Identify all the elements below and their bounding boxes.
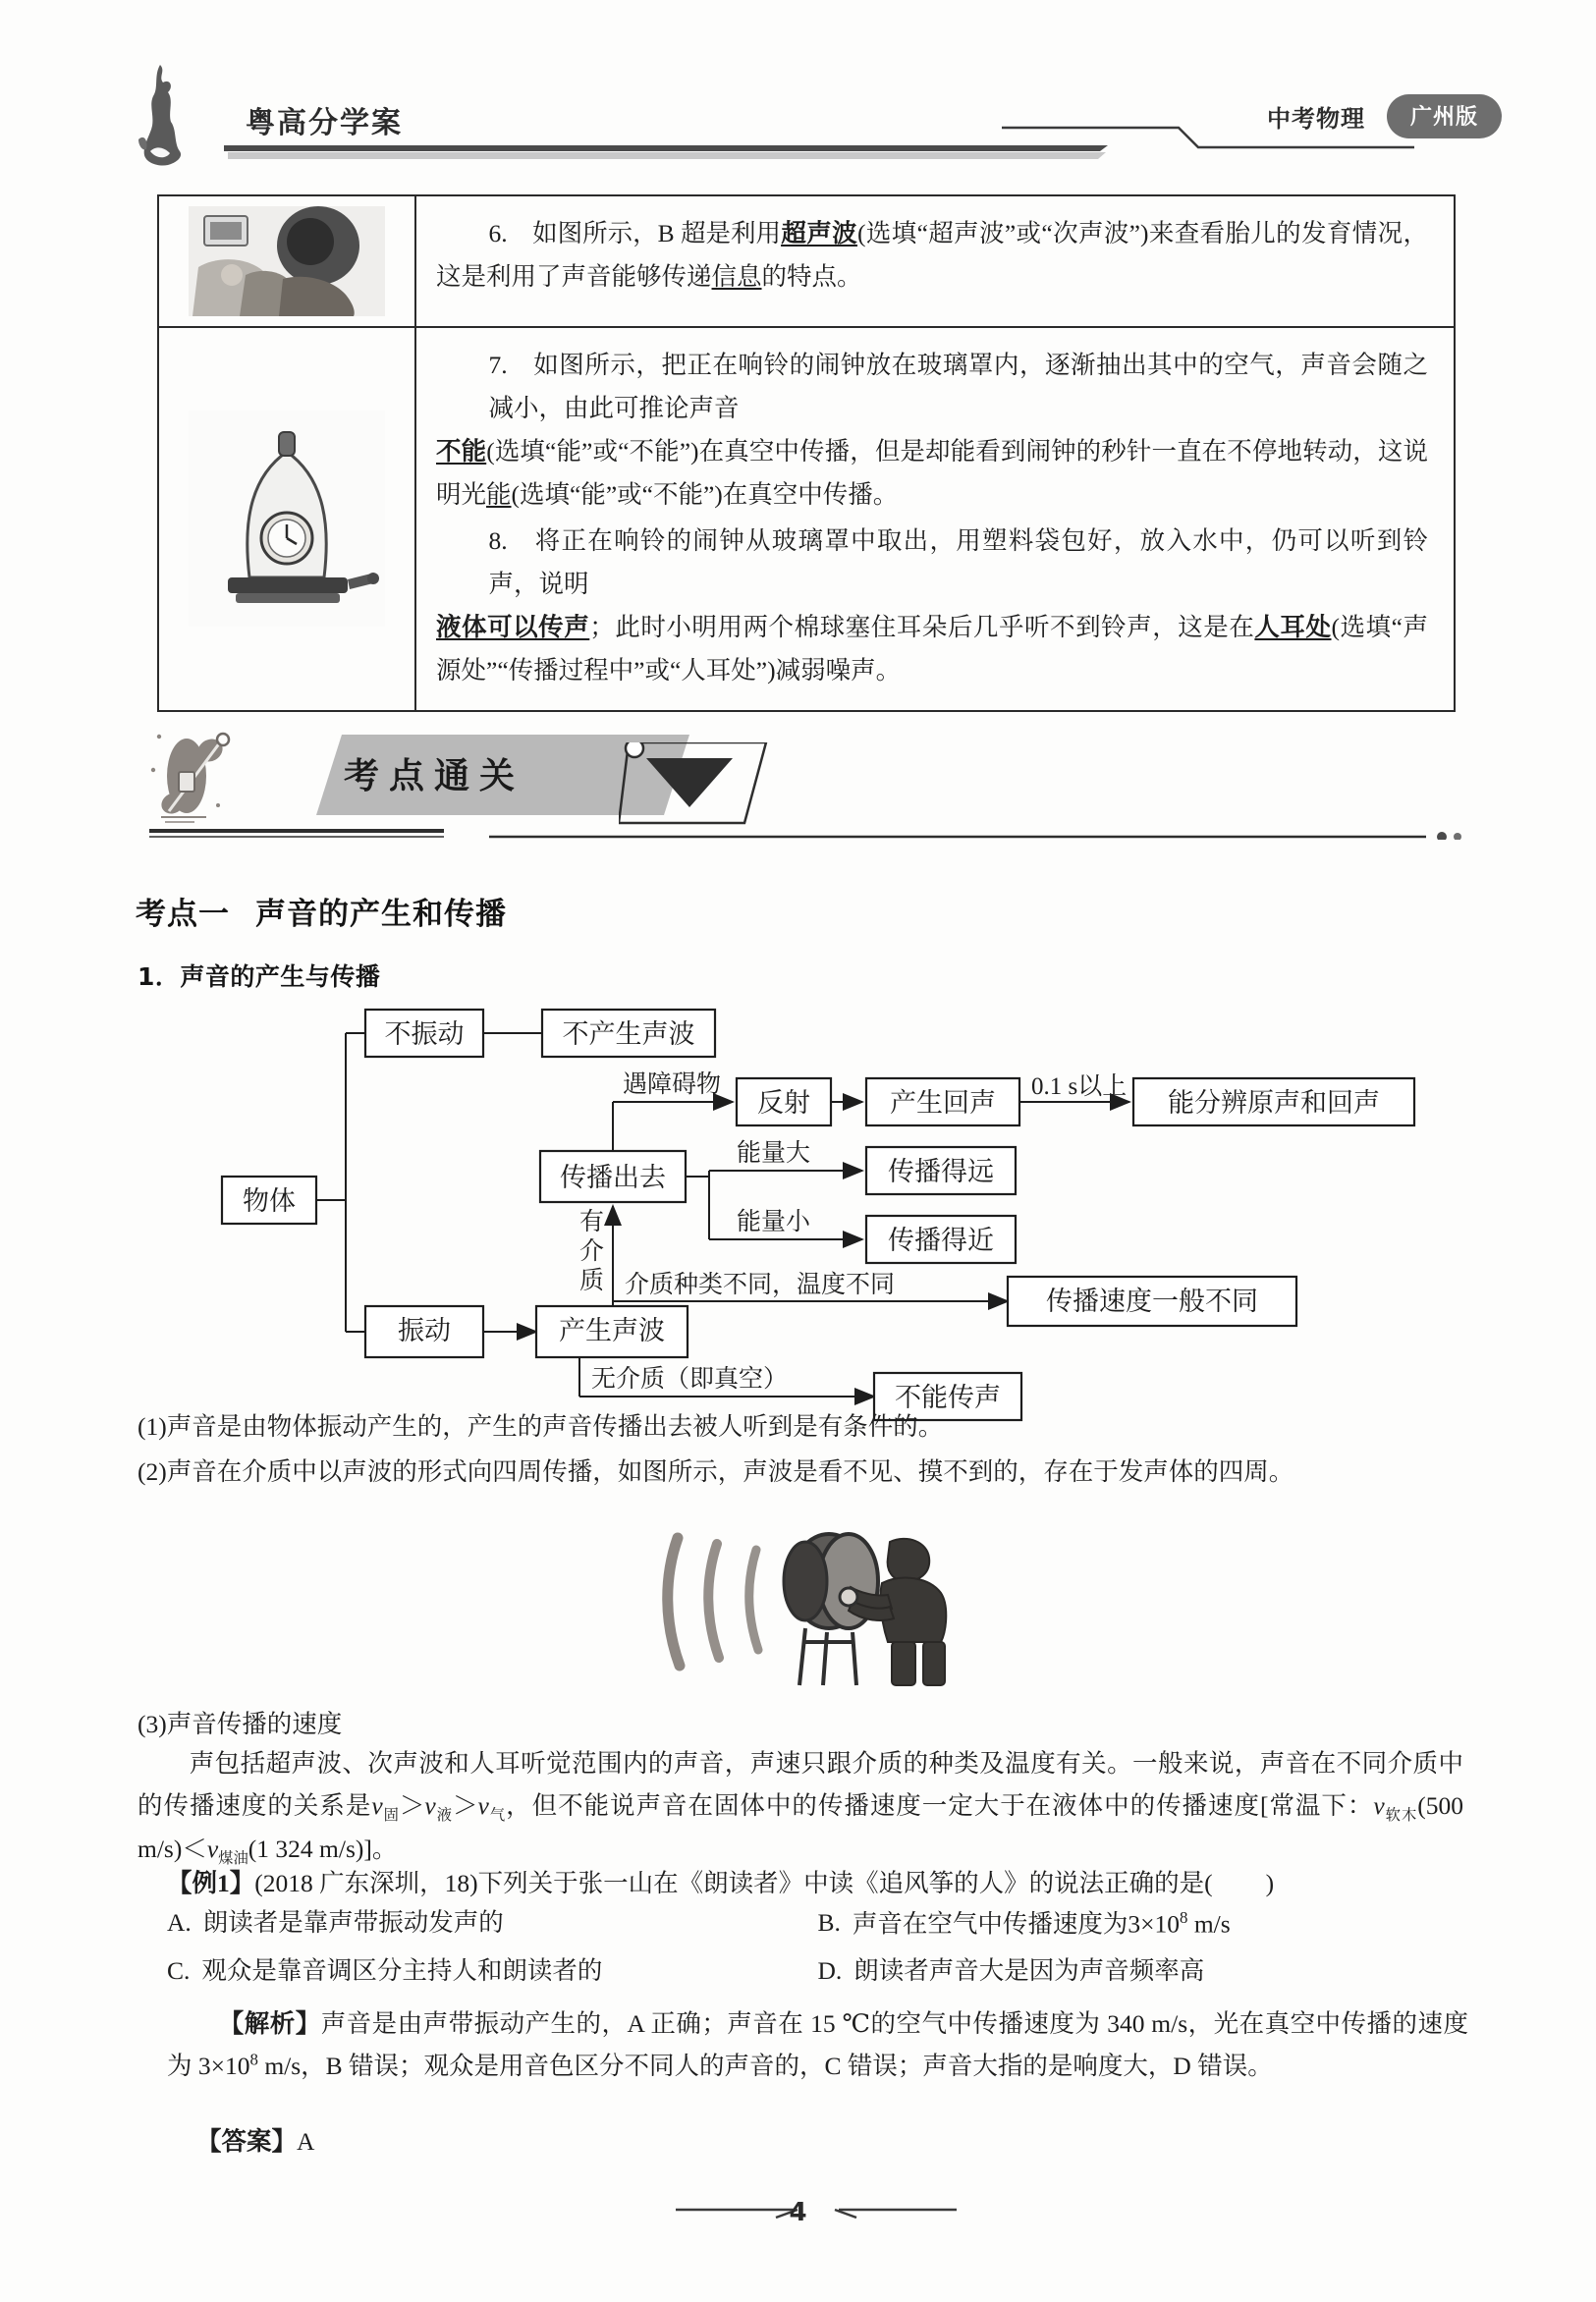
body-paragraph-1: (1)声音是由物体振动产生的，产生的声音传播出去被人听到是有条件的。 [138,1412,944,1441]
option-b-text [853,1910,1231,1937]
edition-badge: 广州版 [1387,94,1502,138]
option-b-exponent: 8 [1180,1908,1188,1927]
svg-text:无介质（即真空）: 无介质（即真空） [591,1366,789,1393]
sub-heading: 1．声音的产生与传播 [138,962,381,991]
page-title [136,889,507,933]
analysis-tag: 【解析】 [218,2009,321,2038]
page-header [0,0,1596,177]
option-b-post: m/s [1187,1909,1231,1939]
speed-text-c: (500 m/s)＜ [138,1790,1463,1863]
gt2: ＞ [453,1790,478,1820]
example-source: (2018 广东深圳，18) [254,1869,478,1897]
body-paragraph-3: (3)声音传播的速度 [138,1710,343,1738]
example-question [167,1863,1468,1905]
example-tag: 【例1】 [167,1869,255,1897]
q6-part2: (选填“超声波”或“次声波”)来查看胎儿的发育情况，这是利用了声音能够传递 [436,219,1428,291]
option-b-pre: 声音在空气中传播速度为3×10 [852,1909,1181,1939]
question-6-text [436,212,1428,299]
svg-text:不振动: 不振动 [384,1019,465,1049]
option-b[interactable] [818,1910,1469,1937]
v-liquid: v [424,1790,436,1820]
header-swoosh [1002,118,1414,157]
body-paragraph-2: (2)声音在介质中以声波的形式向四周传播，如图所示，声波是看不见、摸不到的，存在于发声体的四周。 [138,1457,1294,1486]
v-cork-sub: 软木 [1384,1806,1418,1824]
q8-part3: (选填“声源处”“传播过程中”或“人耳处”)减弱噪声。 [436,613,1428,685]
question-6-body [416,196,1454,326]
svg-text:传播得远: 传播得远 [888,1157,994,1186]
svg-text:0.1 s以上: 0.1 s以上 [1031,1073,1128,1100]
v-cork: v [1373,1790,1385,1820]
q8-answer1: 液体可以传声 [436,613,590,642]
option-b-label: B. [817,1908,841,1937]
option-d[interactable] [818,1958,1469,1984]
option-c[interactable] [167,1958,818,1984]
svg-text:产生声波: 产生声波 [559,1316,665,1345]
option-a-label: A. [167,1908,192,1937]
q7-answer1: 不能 [436,436,487,466]
v-liquid-sub: 液 [435,1806,454,1824]
option-c-label: C. [167,1956,191,1985]
table-row [159,328,1454,710]
kaodian-heading: 声音的产生和传播 [255,897,507,932]
play-triangle-icon [619,742,776,836]
banner-label: 考点通关 [344,756,525,796]
drum-soundwave-illustration [656,1512,980,1694]
sound-flowchart [147,1002,1463,1412]
bulb-decoration-icon [147,729,255,827]
option-row [167,1910,1468,1937]
q7-part3: (选填“能”或“不能”)在真空中传播。 [511,479,899,509]
option-row [167,1958,1468,1984]
svg-text:物体: 物体 [243,1186,296,1216]
v-gas-sub: 气 [488,1806,507,1824]
torch-logo-icon [131,61,201,169]
svg-text:介质种类不同，温度不同: 介质种类不同，温度不同 [625,1272,896,1298]
answer-tag: 【答案】 [196,2127,298,2156]
svg-text:介: 介 [579,1238,605,1265]
gt1: ＞ [399,1790,425,1820]
speed-text-d: (1 324 m/s)]。 [248,1834,398,1863]
body-paragraph-4 [138,1743,1463,1871]
section-banner [147,725,1463,852]
svg-text:能分辨原声和回声: 能分辨原声和回声 [1168,1088,1380,1118]
q8-answer2: 人耳处 [1254,613,1332,642]
speed-text-a: 声包括超声波、次声波和人耳听觉范围内的声音，声速只跟介质的种类及温度有关。一般来说，声音在不同介质中的传播速度的关系是 [138,1749,1463,1820]
analysis-text-b: m/s，B 错误；观众是用音色区分不同人的声音的，C 错误；声音大指的是响度大，D 错误。 [257,2051,1273,2080]
q6-part3: 的特点。 [761,261,862,291]
v-kerosene: v [206,1834,219,1863]
speed-text-b: ，但不能说声音在固体中的传播速度一定大于在液体中的传播速度[常温下： [506,1790,1374,1820]
page-number: 4 [789,2198,807,2227]
example-options [167,1910,1468,2005]
svg-text:产生回声: 产生回声 [890,1088,996,1118]
example-stem-end: ) [1265,1869,1275,1897]
option-d-label: D. [817,1956,843,1985]
subject-label: 中考物理 [1266,105,1365,133]
v-gas: v [477,1790,489,1820]
q7-part2: (选填“能”或“不能”)在真空中传播，但是却能看到闹钟的秒针一直在不停地转动，这说明光 [436,436,1428,509]
q8-part2: ；此时小明用两个棉球塞住耳朵后几乎听不到铃声，这是在 [589,613,1255,642]
v-solid: v [371,1790,383,1820]
table-row [159,196,1454,328]
question-7-8-body [416,328,1454,710]
v-kerosene-sub: 煤油 [218,1849,248,1867]
svg-text:遇障碍物: 遇障碍物 [623,1071,722,1098]
q7-answer2: 能 [486,479,512,509]
q7-part1: 7. 如图所示，把正在响铃的闹钟放在玻璃罩内，逐渐抽出其中的空气，声音会随之减小，由此可推论声音 [488,351,1428,422]
example-stem: 下列关于张一山在《朗读者》中读《追风筝的人》的说法正确的是( [477,1869,1213,1897]
svg-text:能量大: 能量大 [737,1140,811,1167]
svg-text:反射: 反射 [757,1088,810,1118]
question-table [157,194,1456,712]
svg-text:传播速度一般不同: 传播速度一般不同 [1046,1287,1258,1316]
kaodian-prefix: 考点一 [136,897,230,932]
q6-answer2: 信息 [711,261,762,291]
ultrasound-scan-photo [159,196,416,326]
answer-value: A [297,2127,315,2156]
option-a[interactable] [167,1910,818,1937]
svg-text:有: 有 [579,1209,605,1235]
svg-text:振动: 振动 [398,1316,451,1345]
svg-text:能量小: 能量小 [737,1209,811,1235]
header-rule [224,145,1108,159]
svg-text:不能传声: 不能传声 [895,1383,1001,1412]
svg-text:传播得近: 传播得近 [888,1226,994,1255]
analysis-exponent: 8 [249,2050,258,2069]
svg-text:不产生声波: 不产生声波 [562,1019,695,1049]
option-c-text: 观众是靠音调区分主持人和朗读者的 [201,1956,603,1985]
question-7-text [436,344,1428,516]
svg-text:质: 质 [579,1268,605,1294]
q6-part1: 6. 如图所示，B 超是利用 [488,219,782,247]
v-solid-sub: 固 [382,1806,400,1824]
brand-title: 粤高分学案 [246,106,403,140]
q8-part1: 8. 将正在响铃的闹钟从玻璃罩中取出，用塑料袋包好，放入水中，仍可以听到铃声，说明 [488,526,1428,599]
q6-answer1: 超声波 [781,219,858,247]
answer-block [196,2121,1375,2164]
bell-jar-vacuum-photo [159,328,416,710]
svg-text:传播出去: 传播出去 [560,1163,666,1192]
banner-underline [149,827,1461,837]
analysis-block [167,2003,1468,2088]
analysis-text-a: 声音是由声带振动产生的，A 正确；声音在 15 ℃的空气中传播速度为 340 m/s，光在真空中传播的速度为 3×10 [167,2009,1468,2080]
question-8-text [436,520,1428,691]
option-a-text: 朗读者是靠声带振动发声的 [202,1908,504,1937]
option-d-text: 朗读者声音大是因为声音频率高 [853,1956,1205,1985]
